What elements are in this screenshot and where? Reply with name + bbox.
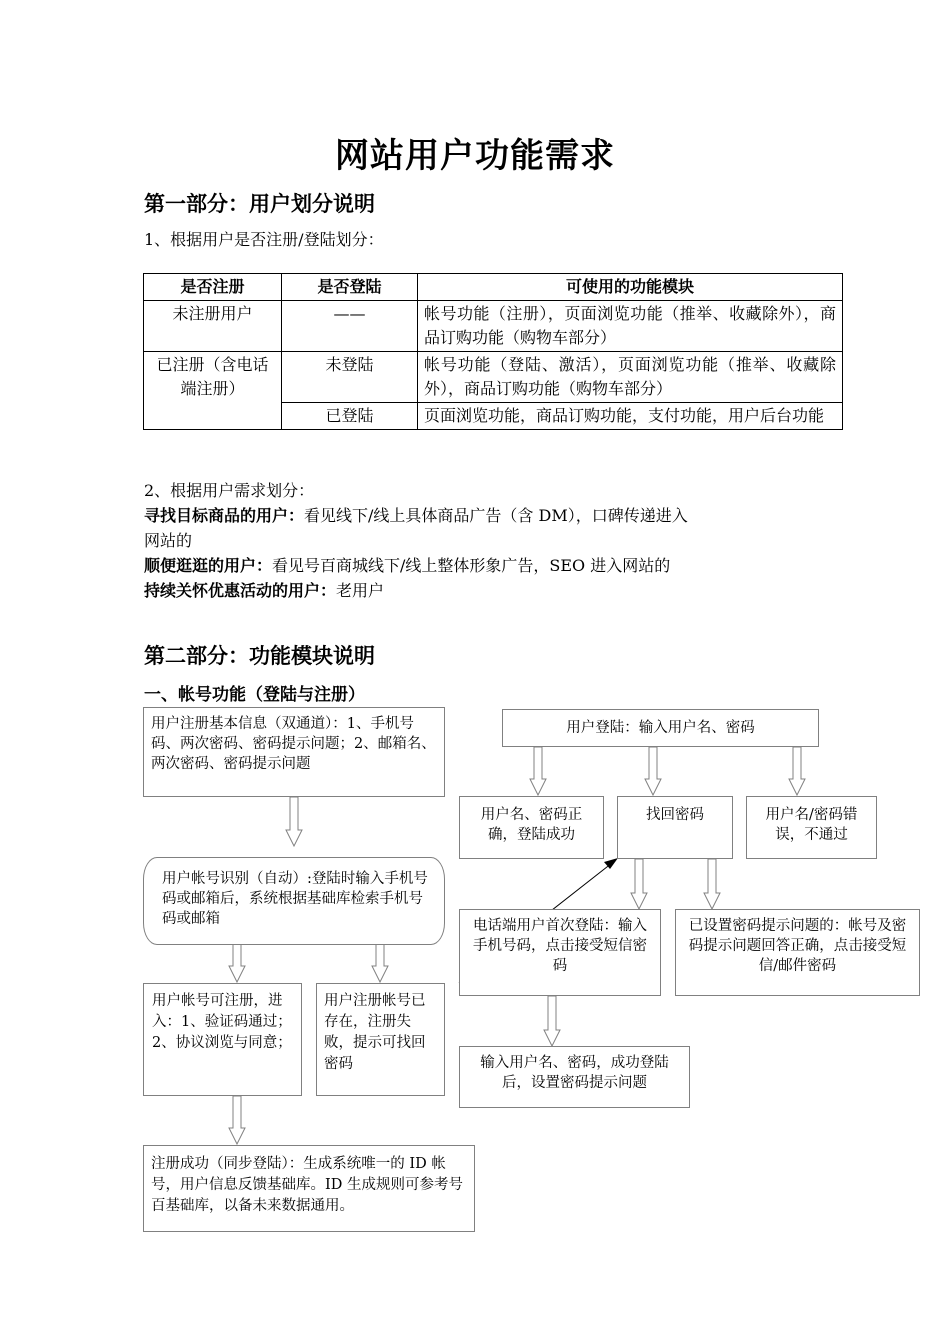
need-text: 看见号百商城线下/线上整体形象广告，SEO 进入网站的 bbox=[272, 556, 671, 575]
part2-heading: 第二部分：功能模块说明 bbox=[144, 644, 375, 668]
hollow-down-arrow bbox=[229, 1096, 245, 1144]
box-text: 电话端用户首次登陆：输入手机号码，点击接受短信密码 bbox=[473, 918, 647, 974]
table-cell: 未登陆 bbox=[282, 352, 418, 403]
box-text: 用户帐号可注册，进入：1、验证码通过；2、协议浏览与同意； bbox=[152, 993, 292, 1051]
table-cell: —— bbox=[282, 301, 418, 352]
box-text: 输入用户名、密码，成功登陆后，设置密码提示问题 bbox=[480, 1055, 669, 1091]
box-text: 用户名、密码正确，登陆成功 bbox=[480, 807, 583, 843]
box-text: 用户帐号识别（自动）:登陆时输入手机号码或邮箱后，系统根据基础库检索手机号码或邮箱 bbox=[162, 871, 428, 927]
need-label: 寻找目标商品的用户： bbox=[144, 506, 305, 525]
need-text: 老用户 bbox=[336, 581, 385, 600]
need-text: 看见线下/线上具体商品广告（含 DM），口碑传递进入 bbox=[304, 506, 688, 525]
box-text: 注册成功（同步登陆）：生成系统唯一的 ID 帐号，用户信息反馈基础库。ID 生成规则可参考号百基础库，以备未来数据通用。 bbox=[151, 1156, 463, 1214]
hollow-down-arrow bbox=[704, 859, 720, 909]
box-text: 用户名/密码错误，不通过 bbox=[765, 807, 858, 843]
can-register-box bbox=[143, 983, 302, 1096]
table-cell: 未注册用户 bbox=[144, 301, 282, 352]
need-text: 网站的 bbox=[144, 531, 193, 550]
account-identify-box bbox=[143, 857, 445, 945]
table-cell: 页面浏览功能，商品订购功能，支付功能，用户后台功能 bbox=[418, 403, 843, 430]
table-cell: 帐号功能（登陆、激活），页面浏览功能（推举、收藏除外），商品订购功能（购物车部分） bbox=[418, 352, 843, 403]
box-text: 用户注册基本信息（双通道）：1、手机号码、两次密码、密码提示问题；2、邮箱名、两次密码、密码提示问题 bbox=[151, 716, 436, 772]
hollow-down-arrow bbox=[530, 747, 546, 795]
box-text: 用户登陆：输入用户名、密码 bbox=[566, 720, 755, 736]
page-title: 网站用户功能需求 bbox=[335, 136, 615, 176]
reg-success-box bbox=[143, 1145, 475, 1232]
need-label: 持续关怀优惠活动的用户： bbox=[144, 581, 337, 600]
box-text: 已设置密码提示问题的：帐号及密码提示问题回答正确，点击接受短信/邮件密码 bbox=[688, 918, 907, 974]
table-cell: 帐号功能（注册），页面浏览功能（推举、收藏除外），商品订购功能（购物车部分） bbox=[418, 301, 843, 352]
hollow-down-arrow bbox=[544, 996, 560, 1046]
login-fail-box bbox=[746, 796, 877, 859]
hollow-down-arrow bbox=[789, 747, 805, 795]
phone-first-login-box bbox=[459, 909, 661, 996]
table-cell: 已登陆 bbox=[282, 403, 418, 430]
box-text: 找回密码 bbox=[646, 807, 704, 823]
part1-intro: 1、根据用户是否注册/登陆划分： bbox=[144, 230, 384, 249]
table-header: 是否注册 bbox=[144, 274, 282, 301]
table-header: 可使用的功能模块 bbox=[418, 274, 843, 301]
table-header: 是否登陆 bbox=[282, 274, 418, 301]
hollow-down-arrow bbox=[286, 797, 302, 846]
set-question-box bbox=[459, 1046, 690, 1108]
part2-sub-heading: 一、帐号功能（登陆与注册） bbox=[144, 685, 365, 705]
already-exists-box bbox=[316, 983, 445, 1096]
part1-heading: 第一部分：用户划分说明 bbox=[144, 192, 375, 216]
pwd-question-box bbox=[675, 909, 920, 996]
find-password-box bbox=[617, 796, 733, 859]
reg-info-box bbox=[143, 707, 445, 797]
hollow-down-arrow bbox=[631, 859, 647, 909]
login-box bbox=[502, 709, 819, 747]
login-ok-box bbox=[459, 796, 604, 859]
part1-intro2: 2、根据用户需求划分： bbox=[144, 481, 315, 500]
need-label: 顺便逛逛的用户： bbox=[144, 556, 273, 575]
hollow-down-arrow bbox=[645, 747, 661, 795]
box-text: 用户注册帐号已存在，注册失败，提示可找回密码 bbox=[324, 993, 426, 1072]
table-cell: 已注册（含电话端注册） bbox=[144, 352, 282, 430]
